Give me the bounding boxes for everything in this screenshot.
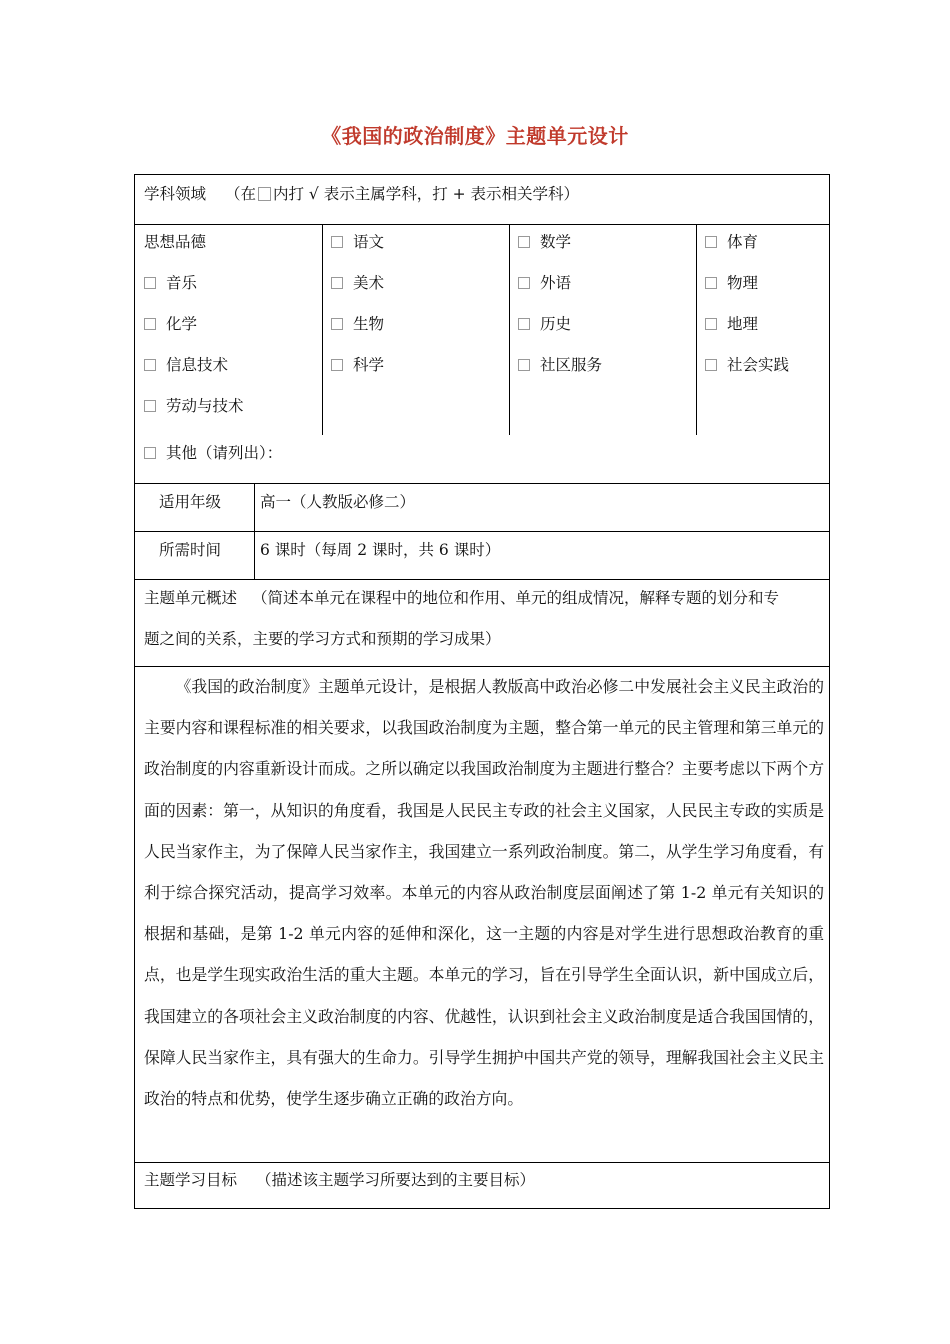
- checkbox-icon[interactable]: [705, 318, 717, 330]
- subject-item[interactable]: [705, 355, 789, 375]
- subject-item[interactable]: [518, 314, 571, 334]
- subject-item[interactable]: [331, 273, 384, 293]
- subject-other[interactable]: [144, 443, 282, 463]
- subject-item[interactable]: [705, 232, 758, 252]
- checkbox-icon[interactable]: [144, 318, 156, 330]
- subject-label: 化学: [166, 315, 198, 333]
- divider: [135, 224, 829, 225]
- overview-note-line1: （简述本单元在课程中的地位和作用、单元的组成情况，解释专题的划分和专: [251, 589, 779, 607]
- checkbox-icon[interactable]: [144, 277, 156, 289]
- checkbox-icon[interactable]: [144, 400, 156, 412]
- divider: [135, 531, 829, 532]
- subject-label: 科学: [353, 356, 385, 374]
- checkbox-icon[interactable]: [705, 277, 717, 289]
- subject-item: [144, 232, 206, 252]
- subject-item[interactable]: [518, 355, 602, 375]
- subject-area-label: 学科领域: [144, 185, 207, 203]
- checkbox-icon[interactable]: [518, 359, 530, 371]
- grade-label: 适用年级: [159, 493, 222, 511]
- page-title: 《我国的政治制度》主题单元设计: [321, 124, 629, 148]
- divider: [135, 579, 829, 580]
- subject-label: 体育: [727, 233, 759, 251]
- checkbox-sample-icon: [258, 187, 271, 201]
- subject-item[interactable]: [331, 355, 384, 375]
- subject-item[interactable]: [518, 232, 571, 252]
- subject-label: 美术: [353, 274, 385, 292]
- time-label: 所需时间: [159, 541, 222, 559]
- checkbox-icon[interactable]: [705, 236, 717, 248]
- goals-label: 主题学习目标: [144, 1171, 238, 1189]
- overview-body: 《我国的政治制度》主题单元设计，是根据人教版高中政治必修二中发展社会主义民主政治的主要内容和课程标准的相关要求，以我国政治制度为主题，整合第一单元的民主管理和第三单元的政治制度的内容重新设计而成。之所以确定以我国政治制度为主题进行整合？主要考虑以下两个方面的因素：第一，从知识的角度看，我国是人民民主专政的社会主义国家，人民民主专政的实质是人民当家作主，为了保障人民当家作主，我国建立一系列政治制度。第二，从学生学习角度看，有利于综合探究活动，提高学习效率。本单元的内容从政治制度层面阐述了第 1-2 单元有关知识的根据和基础，是第 1-2 单元内容的延伸和深化，这一主题的内容是对学生进行思想政治教育的重点，也是学生现实政治生活的重大主题。本单元的学习，旨在引导学生全面认识，新中国成立后，我国建立的各项社会主义政治制度的内容、优越性，认识到社会主义政治制度是适合我国国情的，保障人民当家作主，具有强大的生命力。引导学生拥护中国共产党的领导，理解我国社会主义民主政治的特点和优势，使学生逐步确立正确的政治方向。: [144, 677, 824, 1109]
- subject-label: 地理: [727, 315, 759, 333]
- subject-label: 语文: [353, 233, 385, 251]
- checkbox-icon[interactable]: [331, 236, 343, 248]
- checkbox-icon[interactable]: [144, 447, 156, 459]
- goals-header: [144, 1170, 535, 1190]
- goals-note: （描述该主题学习所要达到的主要目标）: [255, 1171, 535, 1189]
- subject-label: 社区服务: [540, 356, 603, 374]
- subject-label: 劳动与技术: [166, 397, 244, 415]
- subject-other-label: 其他（请列出）：: [166, 444, 283, 462]
- column-divider: [509, 224, 510, 435]
- grade-value: 高一（人教版必修二）: [260, 493, 416, 511]
- subject-item[interactable]: [331, 232, 384, 252]
- subject-label: 信息技术: [166, 356, 229, 374]
- unit-design-table: [134, 174, 830, 1209]
- subject-area-note-suffix: 内打 √ 表示主属学科，打 + 表示相关学科）: [272, 185, 580, 203]
- subject-item[interactable]: [518, 273, 571, 293]
- subject-item[interactable]: [705, 273, 758, 293]
- subject-item[interactable]: [144, 396, 244, 416]
- subject-area-note-prefix: （在: [224, 185, 256, 203]
- divider: [135, 1162, 829, 1163]
- checkbox-icon[interactable]: [705, 359, 717, 371]
- overview-note-line2: 题之间的关系，主要的学习方式和预期的学习成果）: [144, 630, 501, 648]
- subject-label: 生物: [353, 315, 385, 333]
- divider: [135, 483, 829, 484]
- checkbox-icon[interactable]: [331, 318, 343, 330]
- subject-label: 外语: [540, 274, 572, 292]
- checkbox-icon[interactable]: [518, 236, 530, 248]
- subject-area-header: [144, 184, 579, 204]
- checkbox-icon[interactable]: [518, 277, 530, 289]
- checkbox-icon[interactable]: [518, 318, 530, 330]
- subject-item[interactable]: [144, 273, 197, 293]
- overview-label: 主题单元概述: [144, 589, 238, 607]
- subject-label: 社会实践: [727, 356, 790, 374]
- subject-label: 音乐: [166, 274, 198, 292]
- subject-item[interactable]: [705, 314, 758, 334]
- subject-label: 数学: [540, 233, 572, 251]
- subject-item[interactable]: [144, 355, 228, 375]
- column-divider: [696, 224, 697, 435]
- subject-label: 历史: [540, 315, 572, 333]
- time-value: 6 课时（每周 2 课时，共 6 课时）: [260, 541, 501, 559]
- checkbox-icon[interactable]: [144, 359, 156, 371]
- subject-label: 物理: [727, 274, 759, 292]
- subject-label: 思想品德: [144, 233, 207, 251]
- subject-item[interactable]: [331, 314, 384, 334]
- checkbox-icon[interactable]: [331, 277, 343, 289]
- checkbox-icon[interactable]: [331, 359, 343, 371]
- subject-item[interactable]: [144, 314, 197, 334]
- column-divider: [322, 224, 323, 435]
- overview-header: [144, 588, 779, 608]
